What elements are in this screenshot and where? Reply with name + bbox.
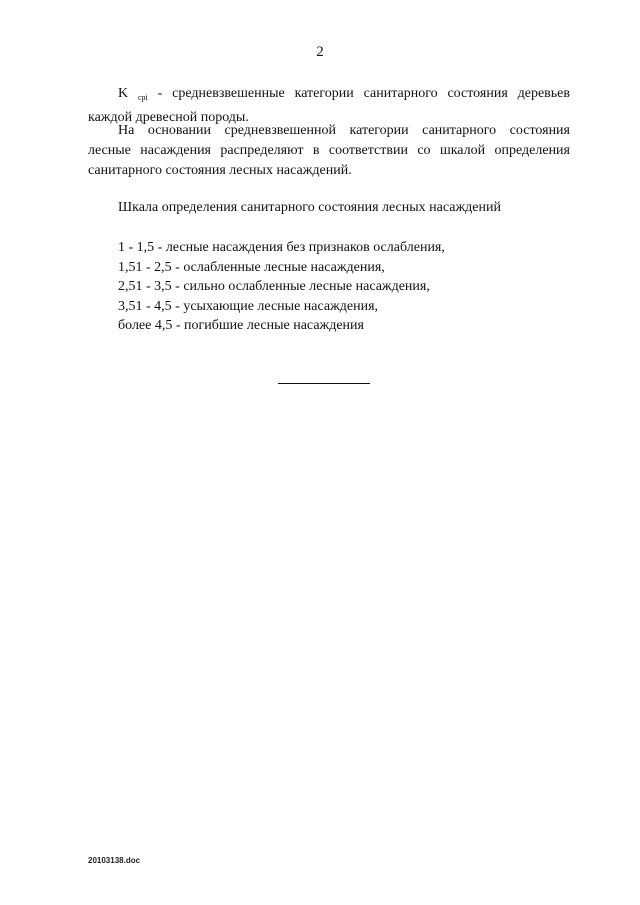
classification-paragraph — [88, 121, 570, 181]
scale-title: Шкала определения санитарного состояния лесных насаждений — [118, 200, 501, 215]
classification-line-3: санитарного состояния лесных насаждений. — [88, 163, 352, 178]
scale-item: 1 - 1,5 - лесные насаждения без признаков ослабления, — [118, 240, 445, 255]
end-divider-line — [278, 383, 370, 384]
definition-line-2: каждой древесной породы. — [88, 110, 249, 125]
scale-item: более 4,5 - погибшие лесные насаждения — [118, 318, 364, 333]
definition-line-1 — [88, 84, 570, 108]
definition-symbol: K — [118, 86, 129, 101]
footer-filename: 20103138.doc — [88, 856, 141, 865]
scale-list — [118, 238, 445, 336]
definition-subscript: срi — [138, 93, 148, 102]
definition-line-1-text: - средневзвешенные категории санитарного состояния деревьев — [147, 86, 571, 101]
scale-item: 2,51 - 3,5 - сильно ослабленные лесные насаждения, — [118, 279, 430, 294]
scale-item: 3,51 - 4,5 - усыхающие лесные насаждения, — [118, 298, 379, 314]
classification-line-1: На основании средневзвешенной категории санитарного состояния — [118, 123, 570, 138]
scale-item: 1,51 - 2,5 - ослабленные лесные насаждения, — [118, 259, 385, 275]
page-number: 2 — [316, 44, 324, 60]
classification-line-2: лесные насаждения распределяют в соответствии со шкалой определения — [88, 143, 570, 158]
